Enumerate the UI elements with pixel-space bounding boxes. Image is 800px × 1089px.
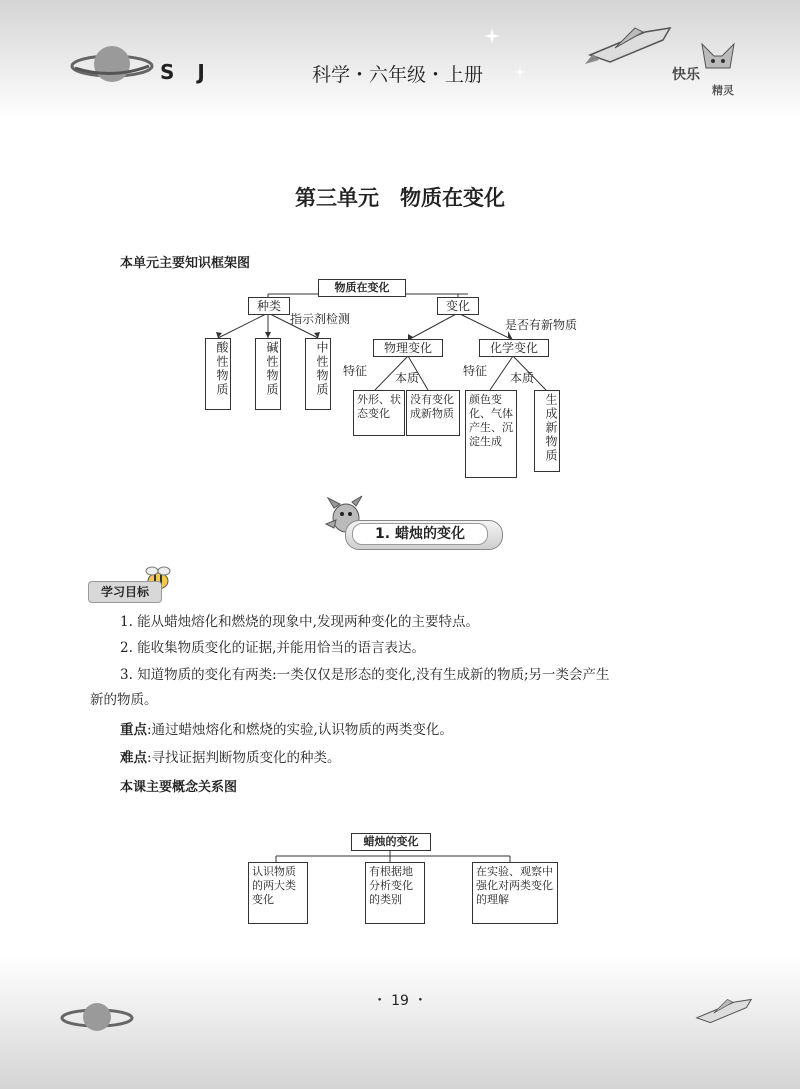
- chemical-feature-label: 特征: [463, 364, 488, 378]
- brand-logo-top: 快乐: [672, 67, 700, 83]
- key-point-text: :通过蜡烛熔化和燃烧的实验,认识物质的两类变化。: [147, 722, 453, 738]
- book-title: 科学・六年级・上册: [312, 64, 484, 86]
- framework-heading: 本单元主要知识框架图: [120, 256, 251, 271]
- goal-item-2: 2. 能收集物质变化的证据,并能用恰当的语言表达。: [120, 640, 425, 656]
- difficult-point-text: :寻找证据判断物质变化的种类。: [147, 750, 341, 766]
- brand-logo-bottom: 精灵: [712, 84, 734, 97]
- chemical-essence-label: 本质: [510, 371, 535, 385]
- framework-root: 物质在变化: [318, 279, 406, 297]
- physical-essence-box: 没有变化成新物质: [406, 390, 460, 436]
- concept-item-2: 有根据地分析变化的类别: [365, 862, 425, 924]
- physical-feature-box: 外形、状态变化: [353, 390, 405, 436]
- goal-item-3-cont: 新的物质。: [90, 692, 158, 708]
- change-node: 变化: [437, 297, 479, 315]
- physical-feature-label: 特征: [343, 364, 368, 378]
- unit-title: 第三单元 物质在变化: [295, 186, 505, 210]
- physical-change-node: 物理变化: [373, 339, 443, 357]
- key-point-label: 重点: [120, 722, 147, 738]
- kind-alkaline: 碱性物质: [255, 338, 281, 410]
- physical-essence-label: 本质: [395, 371, 420, 385]
- page-number: ・ 19 ・: [372, 993, 428, 1009]
- chemical-change-node: 化学变化: [479, 339, 549, 357]
- chemical-feature-box: 颜色变化、气体产生、沉淀生成: [465, 390, 517, 478]
- chemical-essence-box: 生成新物质: [534, 390, 560, 472]
- new-substance-label: 是否有新物质: [505, 318, 578, 332]
- indicator-label: 指示剂检测: [290, 312, 351, 326]
- concept-item-1: 认识物质的两大类变化: [248, 862, 308, 924]
- kind-acidic: 酸性物质: [205, 338, 231, 410]
- lesson-title: 1. 蜡烛的变化: [352, 523, 488, 545]
- concept-item-3: 在实验、观察中强化对两类变化的理解: [472, 862, 558, 924]
- learning-goals-tab: 学习目标: [88, 581, 162, 603]
- concept-root: 蜡烛的变化: [351, 833, 431, 851]
- kind-node: 种类: [248, 297, 290, 315]
- goal-item-1: 1. 能从蜡烛熔化和燃烧的现象中,发现两种变化的主要特点。: [120, 614, 479, 630]
- goal-item-3: 3. 知道物质的变化有两类:一类仅仅是形态的变化,没有生成新的物质;另一类会产生: [120, 667, 610, 683]
- kind-neutral: 中性物质: [305, 338, 331, 410]
- concept-heading: 本课主要概念关系图: [120, 780, 238, 795]
- series-code: S J: [160, 60, 213, 84]
- difficult-point-label: 难点: [120, 750, 147, 766]
